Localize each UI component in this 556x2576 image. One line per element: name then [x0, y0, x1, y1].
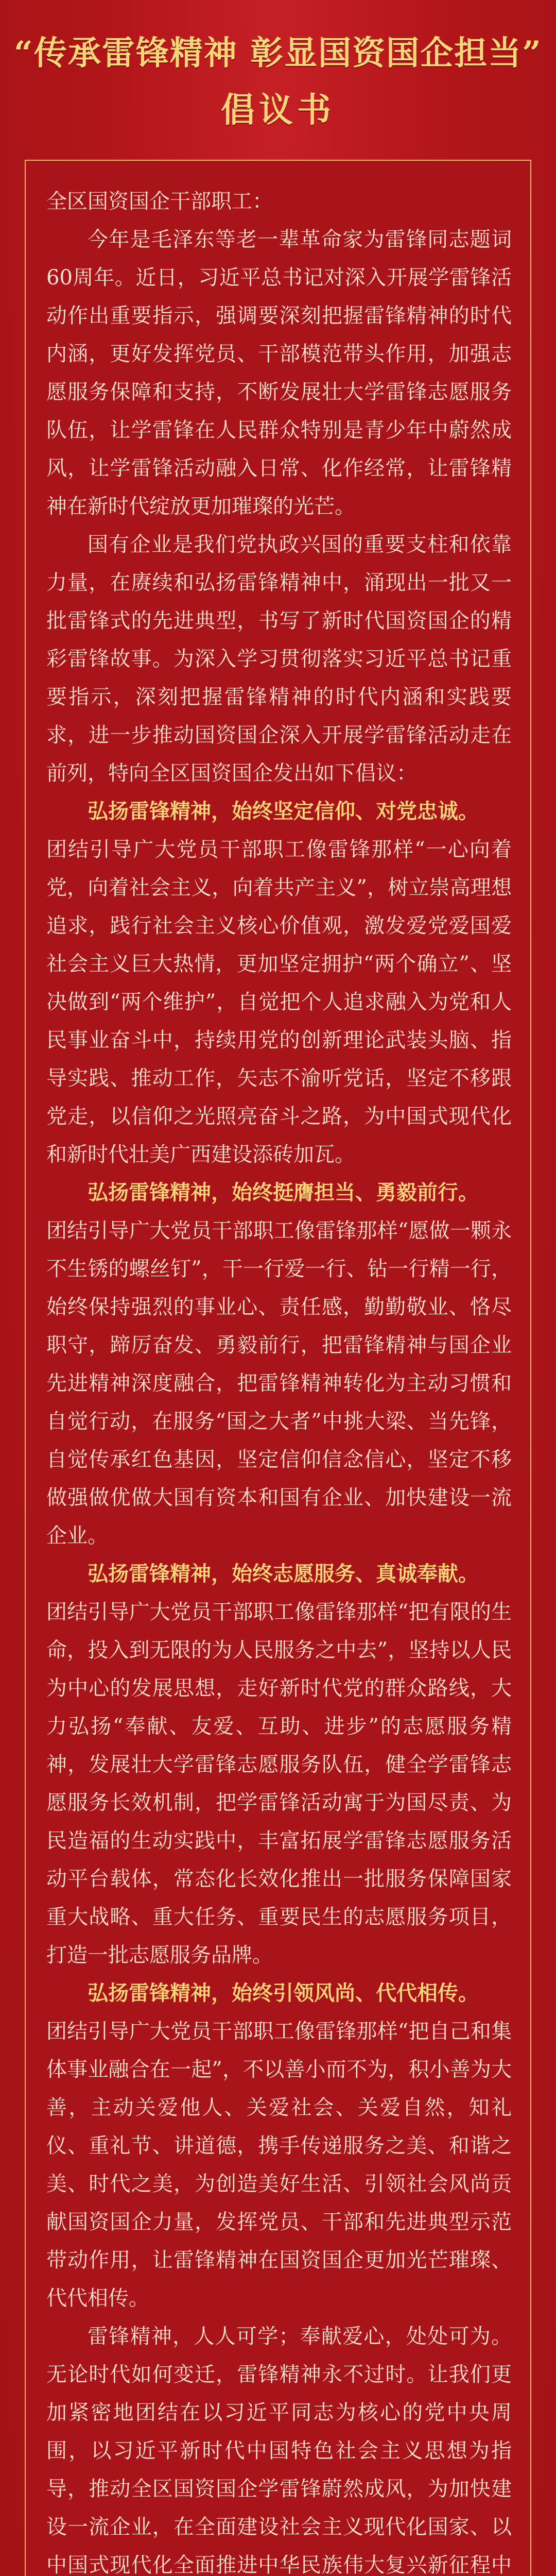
section-4-heading: 弘扬雷锋精神，始终引领风尚、代代相传。 [88, 1981, 479, 2005]
header [0, 0, 556, 155]
section-1-heading: 弘扬雷锋精神，始终坚定信仰、对党忠诚。 [88, 799, 479, 823]
intro-paragraph-1: 今年是毛泽东等老一辈革命家为雷锋同志题词60周年。近日，习近平总书记对深入开展学雷锋活动作出重要指示，强调要深刻把握雷锋精神的时代内涵，更好发挥党员、干部模范带头作用，加强志愿服务保障和支持，不断发展壮大学雷锋志愿服务队伍，让学雷锋在人民群众特别是青少年中蔚然成风，让学雷锋活动融入日常、化作经常，让雷锋精神在新时代绽放更加璀璨的光芒。 [46, 228, 512, 518]
section-1-body: 团结引导广大党员干部职工像雷锋那样“一心向着党，向着社会主义，向着共产主义”，树立崇高理想追求，践行社会主义核心价值观，激发爱党爱国爱社会主义巨大热情，更加坚定拥护“两个确立”、坚决做到“两个维护”，自觉把个人追求融入为党和人民事业奋斗中，持续用党的创新理论武装头脑、指导实践、推动工作，矢志不渝听党话，坚定不移跟党走，以信仰之光照亮奋斗之路，为中国式现代化和新时代壮美广西建设添砖加瓦。 [46, 838, 512, 1166]
page-subtitle: 倡议书 [221, 90, 335, 130]
section-3-body: 团结引导广大党员干部职工像雷锋那样“把有限的生命，投入到无限的为人民服务之中去”，坚持以人民为中心的发展思想，走好新时代党的群众路线，大力弘扬“奉献、友爱、互助、进步”的志愿服务精神，发展壮大学雷锋志愿服务队伍，健全学雷锋志愿服务长效机制，把学雷锋活动寓于为国尽责、为民造福的生动实践中，丰富拓展学雷锋志愿服务活动平台载体，常态化长效化推出一批服务保障国家重大战略、重大任务、重要民生的志愿服务项目，打造一批志愿服务品牌。 [46, 1600, 512, 1967]
intro-paragraph-2: 国有企业是我们党执政兴国的重要支柱和依靠力量，在赓续和弘扬雷锋精神中，涌现出一批又一批雷锋式的先进典型，书写了新时代国资国企的精彩雷锋故事。为深入学习贯彻落实习近平总书记重要指示，深刻把握雷锋精神的时代内涵和实践要求，进一步推动国资国企深入开展学雷锋活动走在前列，特向全区国资国企发出如下倡议： [46, 533, 512, 785]
letter-content [46, 182, 512, 2576]
section-2-body: 团结引导广大党员干部职工像雷锋那样“愿做一颗永不生锈的螺丝钉”，干一行爱一行、钻一行精一行，始终保持强烈的事业心、责任感，勤勤敬业、恪尽职守，蹄厉奋发、勇毅前行，把雷锋精神与国企业先进精神深度融合，把雷锋精神转化为主动习惯和自觉行动，在服务“国之大者”中挑大梁、当先锋，自觉传承红色基因，坚定信仰信念信心，坚定不移做强做优做大国有资本和国有企业、加快建设一流企业。 [46, 1219, 512, 1548]
salutation: 全区国资国企干部职工： [46, 190, 273, 213]
page-title: “传承雷锋精神 彰显国资国企担当” [14, 34, 542, 73]
section-3-heading: 弘扬雷锋精神，始终志愿服务、真诚奉献。 [88, 1562, 479, 1586]
closing-paragraph: 雷锋精神，人人可学；奉献爱心，处处可为。无论时代如何变迁，雷锋精神永不过时。让我们更加紧密地团结在以习近平同志为核心的党中央周围，以习近平新时代中国特色社会主义思想为指导，推动全区国资国企学雷锋蔚然成风，为加快建设一流企业，在全面建设社会主义现代化国家、以中国式现代化全面推进中华民族伟大复兴新征程中 [46, 2325, 512, 2576]
section-4-body: 团结引导广大党员干部职工像雷锋那样“把自己和集体事业融合在一起”，不以善小而不为，积小善为大善，主动关爱他人、关爱社会、关爱自然，知礼仪、重礼节、讲道德，携手传递服务之美、和谐之美、时代之美，为创造美好生活、引领社会风尚贡献国资国企力量，发挥党员、干部和先进典型示范带动作用，让雷锋精神在国资国企更加光芒璀璨、代代相传。 [46, 2020, 512, 2310]
section-2-heading: 弘扬雷锋精神，始终挺膺担当、勇毅前行。 [88, 1180, 479, 1205]
letter-frame [25, 160, 531, 2576]
